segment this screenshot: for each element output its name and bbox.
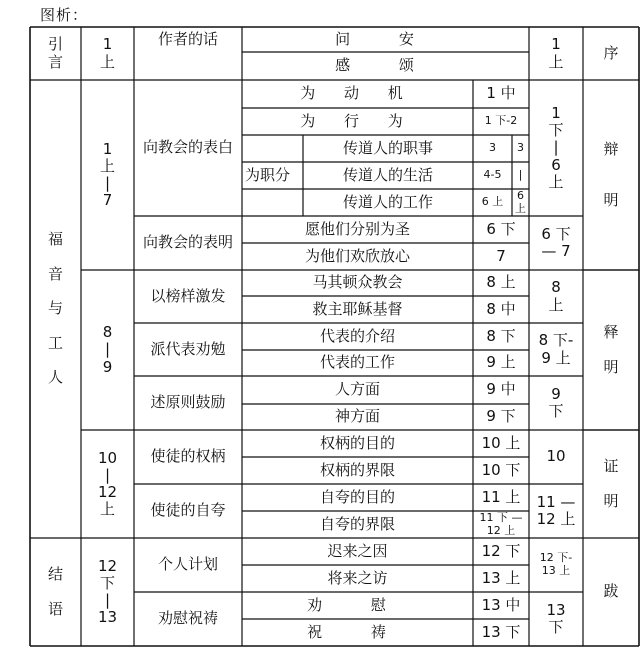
verse-delay-reason: 12 下 <box>481 541 521 560</box>
section-label-gospel: 福 音 与 工 人 <box>47 230 63 387</box>
verse-rejoice: 7 <box>496 246 506 265</box>
chapter-ref-intro: 1 上 <box>99 35 115 71</box>
chapter-ref-10-12: 10 | 12 上 <box>97 448 118 519</box>
topic-exhort: 劝慰祝祷 <box>157 609 218 628</box>
topic-plan: 个人计划 <box>157 555 218 574</box>
item-preacher-duty: 传道人的职事 <box>342 138 433 157</box>
item-boast-limit: 自夸的界限 <box>319 514 395 533</box>
verse-conduct: 1 下-2 <box>484 114 518 128</box>
verse-preacher-duty-b: 3 <box>517 141 524 155</box>
topic-delegates: 派代表劝勉 <box>150 339 226 358</box>
item-delegate-work: 代表的工作 <box>319 353 395 372</box>
verse-authority-limit: 10 下 <box>481 460 521 479</box>
verse-range-11-12: 11 — 12 上 <box>536 492 576 528</box>
verse-preacher-work-a: 6 上 <box>481 195 504 209</box>
item-conduct: 为 行 为 <box>300 111 415 130</box>
item-greeting: 问 安 <box>335 29 436 48</box>
sub-topic-duty: 为职分 <box>244 165 290 184</box>
verse-separate: 6 下 <box>486 219 516 238</box>
section-label-defense: 辩 明 <box>603 139 619 210</box>
verse-preacher-life-b: | <box>518 168 523 182</box>
verse-range-10: 10 <box>546 447 566 466</box>
page-title: 图析： <box>40 6 89 24</box>
section-label-postscript: 跋 <box>603 582 619 601</box>
verse-ref-intro: 1 上 <box>548 35 564 71</box>
topic-principle: 述原则鼓励 <box>150 393 226 412</box>
verse-delegate-intro: 8 下 <box>486 326 516 345</box>
topic-authority: 使徒的权柄 <box>150 447 226 466</box>
verse-delegate-work: 9 上 <box>486 353 516 372</box>
item-preacher-life: 传道人的生活 <box>342 165 433 184</box>
topic-intro: 作者的话 <box>157 29 218 48</box>
item-boast-purpose: 自夸的目的 <box>319 487 395 506</box>
verse-range-8: 8 上 <box>548 278 564 314</box>
section-label-explain: 释 明 <box>603 323 619 376</box>
verse-range-1-6: 1 下 | 6 上 <box>548 103 564 191</box>
item-authority-limit: 权柄的界限 <box>319 460 395 479</box>
verse-preacher-work-b: 6 上 <box>515 188 526 215</box>
section-label-order: 序 <box>603 43 619 62</box>
item-delegate-intro: 代表的介绍 <box>319 326 395 345</box>
topic-boast: 使徒的自夸 <box>150 501 226 520</box>
verse-boast-limit: 11 下 — 12 上 <box>479 510 523 537</box>
item-comfort: 劝 慰 <box>307 595 408 614</box>
section-label-conclusion: 结 语 <box>47 565 63 618</box>
verse-range-6-7: 6 下 — 7 <box>541 224 571 260</box>
verse-preacher-duty-a: 3 <box>489 141 496 155</box>
item-blessing: 祝 祷 <box>307 622 408 641</box>
item-divine: 神方面 <box>334 407 380 426</box>
verse-range-12-13: 12 下- 13 上 <box>539 551 573 577</box>
verse-comfort: 13 中 <box>481 595 521 614</box>
verse-boast-purpose: 11 上 <box>481 487 521 506</box>
topic-example: 以榜样激发 <box>150 286 226 305</box>
item-human: 人方面 <box>334 380 380 399</box>
verse-authority-purpose: 10 上 <box>481 433 521 452</box>
topic-church-statement: 向教会的表明 <box>142 233 233 252</box>
chapter-ref-12-13: 12 下 | 13 <box>97 556 118 627</box>
verse-range-8-9: 8 下- 9 上 <box>538 331 574 367</box>
verse-range-9: 9 下 <box>548 384 564 420</box>
item-preacher-work: 传道人的工作 <box>342 192 433 211</box>
item-separate: 愿他们分别为圣 <box>304 219 410 238</box>
verse-divine: 9 下 <box>486 407 516 426</box>
item-delay-reason: 迟来之因 <box>327 541 388 560</box>
verse-preacher-life-a: 4-5 <box>483 168 502 182</box>
item-authority-purpose: 权柄的目的 <box>319 433 395 452</box>
item-future-visit: 将来之访 <box>327 568 388 587</box>
verse-motive: 1 中 <box>486 84 516 103</box>
verse-jesus: 8 中 <box>486 299 516 318</box>
item-motive: 为 动 机 <box>300 84 415 103</box>
topic-church-expression: 向教会的表白 <box>142 138 233 157</box>
item-rejoice: 为他们欢欣放心 <box>304 246 410 265</box>
verse-blessing: 13 下 <box>481 622 521 641</box>
section-label-intro: 引 言 <box>47 35 63 71</box>
chapter-ref-8-9: 8 | 9 <box>102 323 113 376</box>
verse-human: 9 中 <box>486 380 516 399</box>
section-label-prove: 证 明 <box>603 457 619 510</box>
chapter-ref-1-7: 1 上 | 7 <box>99 139 115 210</box>
verse-macedonia: 8 上 <box>486 273 516 292</box>
item-jesus: 救主耶稣基督 <box>312 299 403 318</box>
item-macedonia: 马其顿众教会 <box>312 273 403 292</box>
item-thanks: 感 颂 <box>335 56 436 75</box>
verse-future-visit: 13 上 <box>481 568 521 587</box>
verse-range-13: 13 下 <box>546 600 566 636</box>
